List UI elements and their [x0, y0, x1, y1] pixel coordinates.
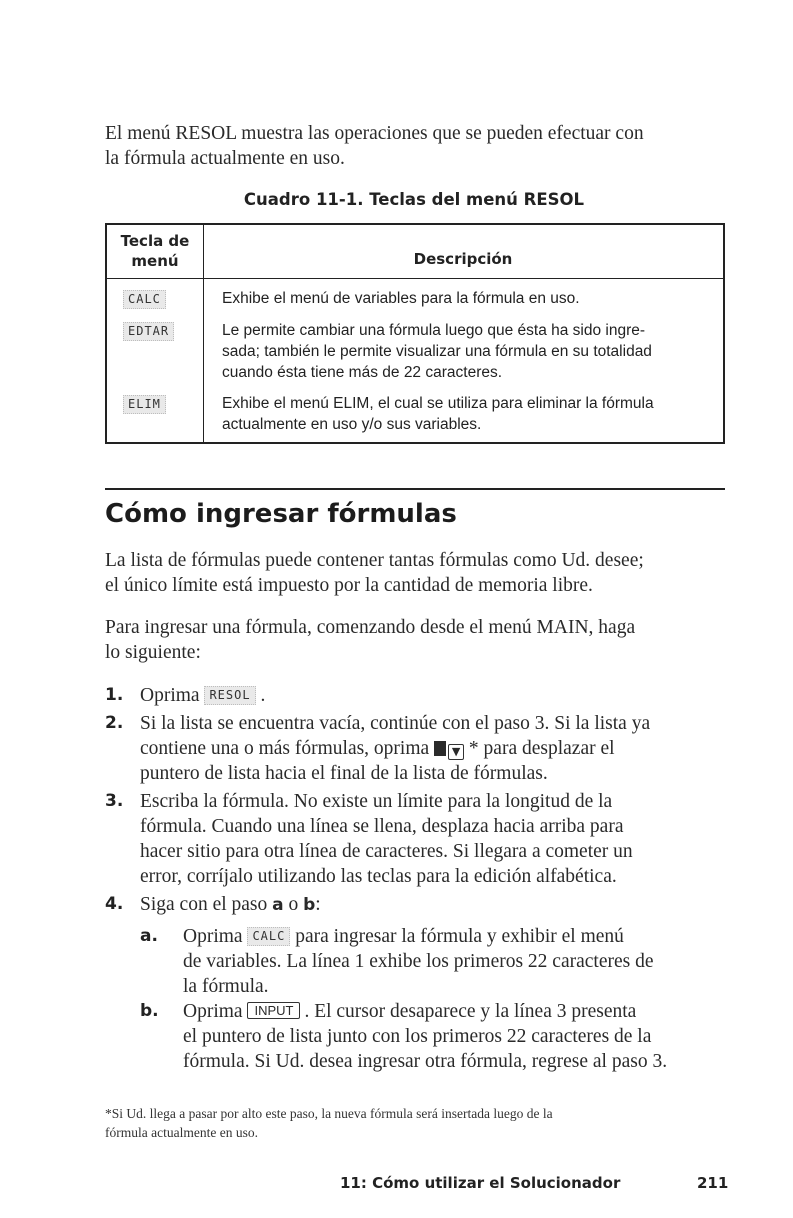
calc-softkey-inline: CALC	[247, 927, 290, 946]
step-2-text: Si la lista se encuentra vacía, continúe con el paso 3. Si la lista ya contiene una o más fórmulas, oprima ▼ * para desplazar el puntero de lista hacia el final de la lista de fórmulas.	[140, 713, 651, 784]
table-header-description: Descripción	[413, 250, 513, 268]
footer-chapter-title: 11: Cómo utilizar el Solucionador	[340, 1174, 621, 1192]
table-row-edtar-key	[123, 322, 174, 342]
elim-softkey: ELIM	[123, 395, 166, 414]
substep-a-letter: a.	[140, 926, 158, 946]
section-paragraph-2: Para ingresar una fórmula, comenzando desde el menú MAIN, haga lo siguiente:	[105, 617, 636, 663]
table-header-divider	[107, 278, 723, 279]
section-heading: Cómo ingresar fórmulas	[105, 499, 457, 529]
table-caption: Cuadro 11-1. Teclas del menú RESOL	[243, 190, 585, 209]
footnote: *Si Ud. llega a pasar por alto este paso, la nueva fórmula será insertada luego de la fórmula actualmente en uso.	[105, 1106, 553, 1140]
step-1-number: 1.	[105, 685, 124, 705]
substep-b-text: Oprima INPUT . El cursor desaparece y la línea 3 presenta el puntero de lista junto con los primeros 22 caracteres de la fórmula. Si Ud. desea ingresar otra fórmula, regrese al paso 3.	[183, 1001, 668, 1072]
step-3-number: 3.	[105, 791, 124, 811]
table-header-key: Tecla de menú	[120, 232, 190, 270]
section-paragraph-1: La lista de fórmulas puede contener tantas fórmulas como Ud. desee; el único límite está impuesto por la cantidad de memoria libre.	[105, 550, 644, 596]
table-row-elim-desc: Exhibe el menú ELIM, el cual se utiliza para eliminar la fórmula actualmente en uso y/o sus variables.	[222, 395, 654, 433]
table-row-calc-desc: Exhibe el menú de variables para la fórmula en uso.	[222, 290, 580, 307]
intro-line-1: El menú RESOL muestra las operaciones que se pueden efectuar con	[105, 123, 644, 144]
table-row-elim-key	[123, 395, 166, 415]
intro-line-2: la fórmula actualmente en uso.	[105, 148, 345, 169]
shift-key-icon	[434, 741, 446, 756]
resol-softkey: RESOL	[204, 686, 255, 705]
menu-keys-table	[105, 223, 725, 444]
intro-paragraph	[105, 121, 725, 171]
step-2-number: 2.	[105, 713, 124, 733]
step-1-text: Oprima RESOL .	[140, 685, 266, 706]
calc-softkey: CALC	[123, 290, 166, 309]
input-key: INPUT	[247, 1002, 300, 1019]
step-4-number: 4.	[105, 894, 124, 914]
table-row-edtar-desc: Le permite cambiar una fórmula luego que ésta ha sido ingre- sada; también le permite visualizar una fórmula en su totalidad cuando ésta tiene más de 22 caracteres.	[222, 322, 652, 381]
section-rule	[105, 488, 725, 490]
substep-b-letter: b.	[140, 1001, 159, 1021]
page-number: 211	[697, 1174, 729, 1192]
edtar-softkey: EDTAR	[123, 322, 174, 341]
table-row-calc-key	[123, 290, 166, 310]
step-3-text: Escriba la fórmula. No existe un límite para la longitud de la fórmula. Cuando una línea se llena, desplaza hacia arriba para hacer sitio para otra línea de caracteres. Si llegara a cometer un error, corríjalo utilizando las teclas para la edición alfabética.	[140, 791, 633, 887]
substep-a-text: Oprima CALC para ingresar la fórmula y exhibir el menú de variables. La línea 1 exhibe los primeros 22 caracteres de la fórmula.	[183, 926, 654, 997]
down-arrow-key-icon: ▼	[448, 744, 464, 760]
step-4-text: Siga con el paso a o b:	[140, 894, 321, 915]
